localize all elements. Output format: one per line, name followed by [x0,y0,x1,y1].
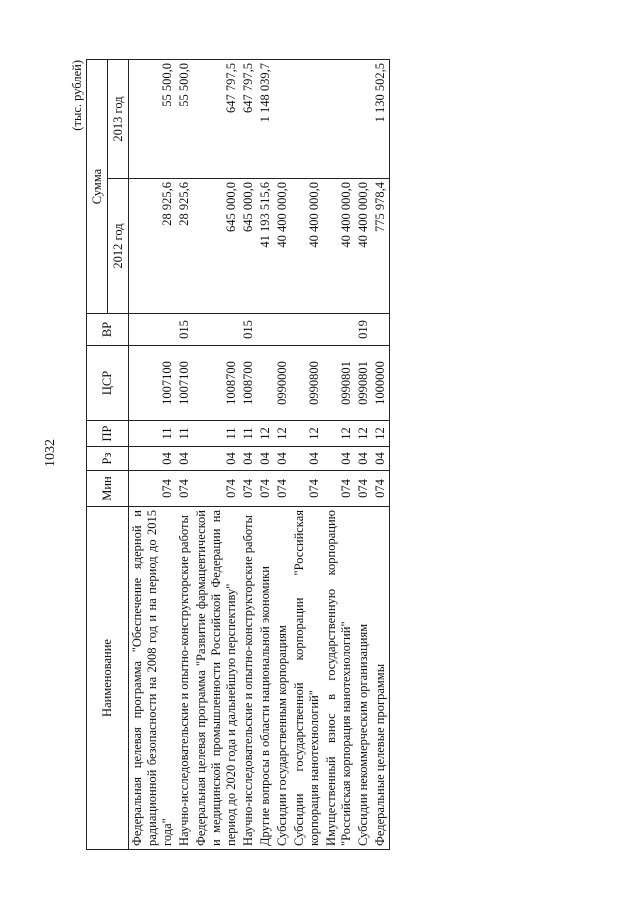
table-header [87,60,129,850]
table-row [257,60,274,850]
row-min-cell: 074 [355,471,372,507]
row-2013-cell [291,60,323,179]
row-2013-cell [274,60,291,179]
row-min-cell: 074 [257,471,274,507]
row-pr-cell: 12 [291,421,323,447]
row-pr-cell: 11 [193,421,240,447]
row-csr-cell: 1008700 [240,346,257,421]
row-2012-cell: 775 978,4 [372,179,390,314]
row-vr-cell: 015 [176,314,193,346]
row-vr-cell [257,314,274,346]
row-pr-cell: 12 [274,421,291,447]
row-2013-cell: 647 797,5 [193,60,240,179]
unit-label: (тыс. рублей) [70,60,84,131]
row-rz-cell: 04 [257,447,274,471]
table-row [355,60,372,850]
row-pr-cell: 12 [257,421,274,447]
row-2013-cell: 1 130 502,5 [372,60,390,179]
row-vr-cell [193,314,240,346]
row-min-cell: 074 [323,471,355,507]
row-vr-cell [129,314,177,346]
row-pr-cell: 11 [176,421,193,447]
row-rz-cell: 04 [372,447,390,471]
row-2012-cell: 645 000,0 [240,179,257,314]
row-name-cell: Федеральная целевая программа "Развитие фармацевтической и медицинской промышленности Российской Федерации на период до 2020 года и дальнейшую перспективу" [193,507,240,850]
row-name-cell: Субсидии государственной корпорации "Российская корпорация нанотехнологий" [291,507,323,850]
row-name-cell: Субсидии некоммерческим организациям [355,507,372,850]
table-row [323,60,355,850]
row-2013-cell: 1 148 039,7 [257,60,274,179]
row-pr-cell: 11 [240,421,257,447]
row-csr-cell: 1008700 [193,346,240,421]
page-number [40,439,62,467]
row-2012-cell: 40 400 000,0 [355,179,372,314]
table-row [372,60,390,850]
row-csr-cell: 1007100 [129,346,177,421]
row-csr-cell: 1007100 [176,346,193,421]
row-name-cell: Субсидии государственным корпорациям [274,507,291,850]
table-row [274,60,291,850]
row-vr-cell [291,314,323,346]
table-row [291,60,323,850]
row-rz-cell: 04 [291,447,323,471]
col-2013-header: 2013 год [108,60,129,179]
row-2013-cell: 55 500,0 [129,60,177,179]
row-name-cell: Другие вопросы в области национальной экономики [257,507,274,850]
row-name-cell: Имущественный взнос в государственную корпорацию "Российская корпорация нанотехнологий" [323,507,355,850]
row-vr-cell: 019 [355,314,372,346]
row-min-cell: 074 [176,471,193,507]
col-csr-header: ЦСР [87,346,129,421]
row-name-cell: Федеральная целевая программа "Обеспечение ядерной и радиационной безопасности на 2008 год и на период до 2015 года" [129,507,177,850]
row-rz-cell: 04 [240,447,257,471]
row-name-cell: Научно-исследовательские и опытно-конструкторские работы [240,507,257,850]
row-csr-cell [257,346,274,421]
table-body [129,60,390,850]
row-csr-cell: 0990801 [323,346,355,421]
row-2013-cell: 55 500,0 [176,60,193,179]
row-2012-cell: 40 400 000,0 [291,179,323,314]
row-name-cell: Федеральные целевые программы [372,507,390,850]
row-2012-cell: 40 400 000,0 [323,179,355,314]
table-row [176,60,193,850]
col-rz-header: Рз [87,447,129,471]
table-row [193,60,240,850]
budget-table [86,59,390,850]
row-min-cell: 074 [372,471,390,507]
row-pr-cell: 12 [323,421,355,447]
row-rz-cell: 04 [193,447,240,471]
row-min-cell: 074 [291,471,323,507]
col-sum-header: Сумма [87,60,108,314]
row-pr-cell: 12 [372,421,390,447]
row-rz-cell: 04 [129,447,177,471]
col-name-header: Наименование [87,507,129,850]
col-pr-header: ПР [87,421,129,447]
row-min-cell: 074 [240,471,257,507]
budget-document [70,60,530,850]
row-2013-cell: 647 797,5 [240,60,257,179]
row-pr-cell: 12 [355,421,372,447]
row-csr-cell: 0990801 [355,346,372,421]
row-rz-cell: 04 [323,447,355,471]
col-vr-header: ВР [87,314,129,346]
row-min-cell: 074 [129,471,177,507]
col-min-header: Мин [87,471,129,507]
row-vr-cell [274,314,291,346]
row-pr-cell: 11 [129,421,177,447]
row-vr-cell: 015 [240,314,257,346]
row-csr-cell: 0990800 [291,346,323,421]
row-rz-cell: 04 [176,447,193,471]
row-rz-cell: 04 [355,447,372,471]
row-min-cell: 074 [274,471,291,507]
row-2013-cell [355,60,372,179]
row-2012-cell: 41 193 515,6 [257,179,274,314]
row-2012-cell: 28 925,6 [176,179,193,314]
page-number-text: 1032 [43,439,58,467]
row-2012-cell: 645 000,0 [193,179,240,314]
col-2012-header: 2012 год [108,179,129,314]
row-2013-cell [323,60,355,179]
row-2012-cell: 40 400 000,0 [274,179,291,314]
row-csr-cell: 1000000 [372,346,390,421]
row-csr-cell: 0990000 [274,346,291,421]
table-row [129,60,177,850]
row-name-cell: Научно-исследовательские и опытно-конструкторские работы [176,507,193,850]
row-2012-cell: 28 925,6 [129,179,177,314]
row-min-cell: 074 [193,471,240,507]
row-vr-cell [323,314,355,346]
row-vr-cell [372,314,390,346]
table-row [240,60,257,850]
row-rz-cell: 04 [274,447,291,471]
